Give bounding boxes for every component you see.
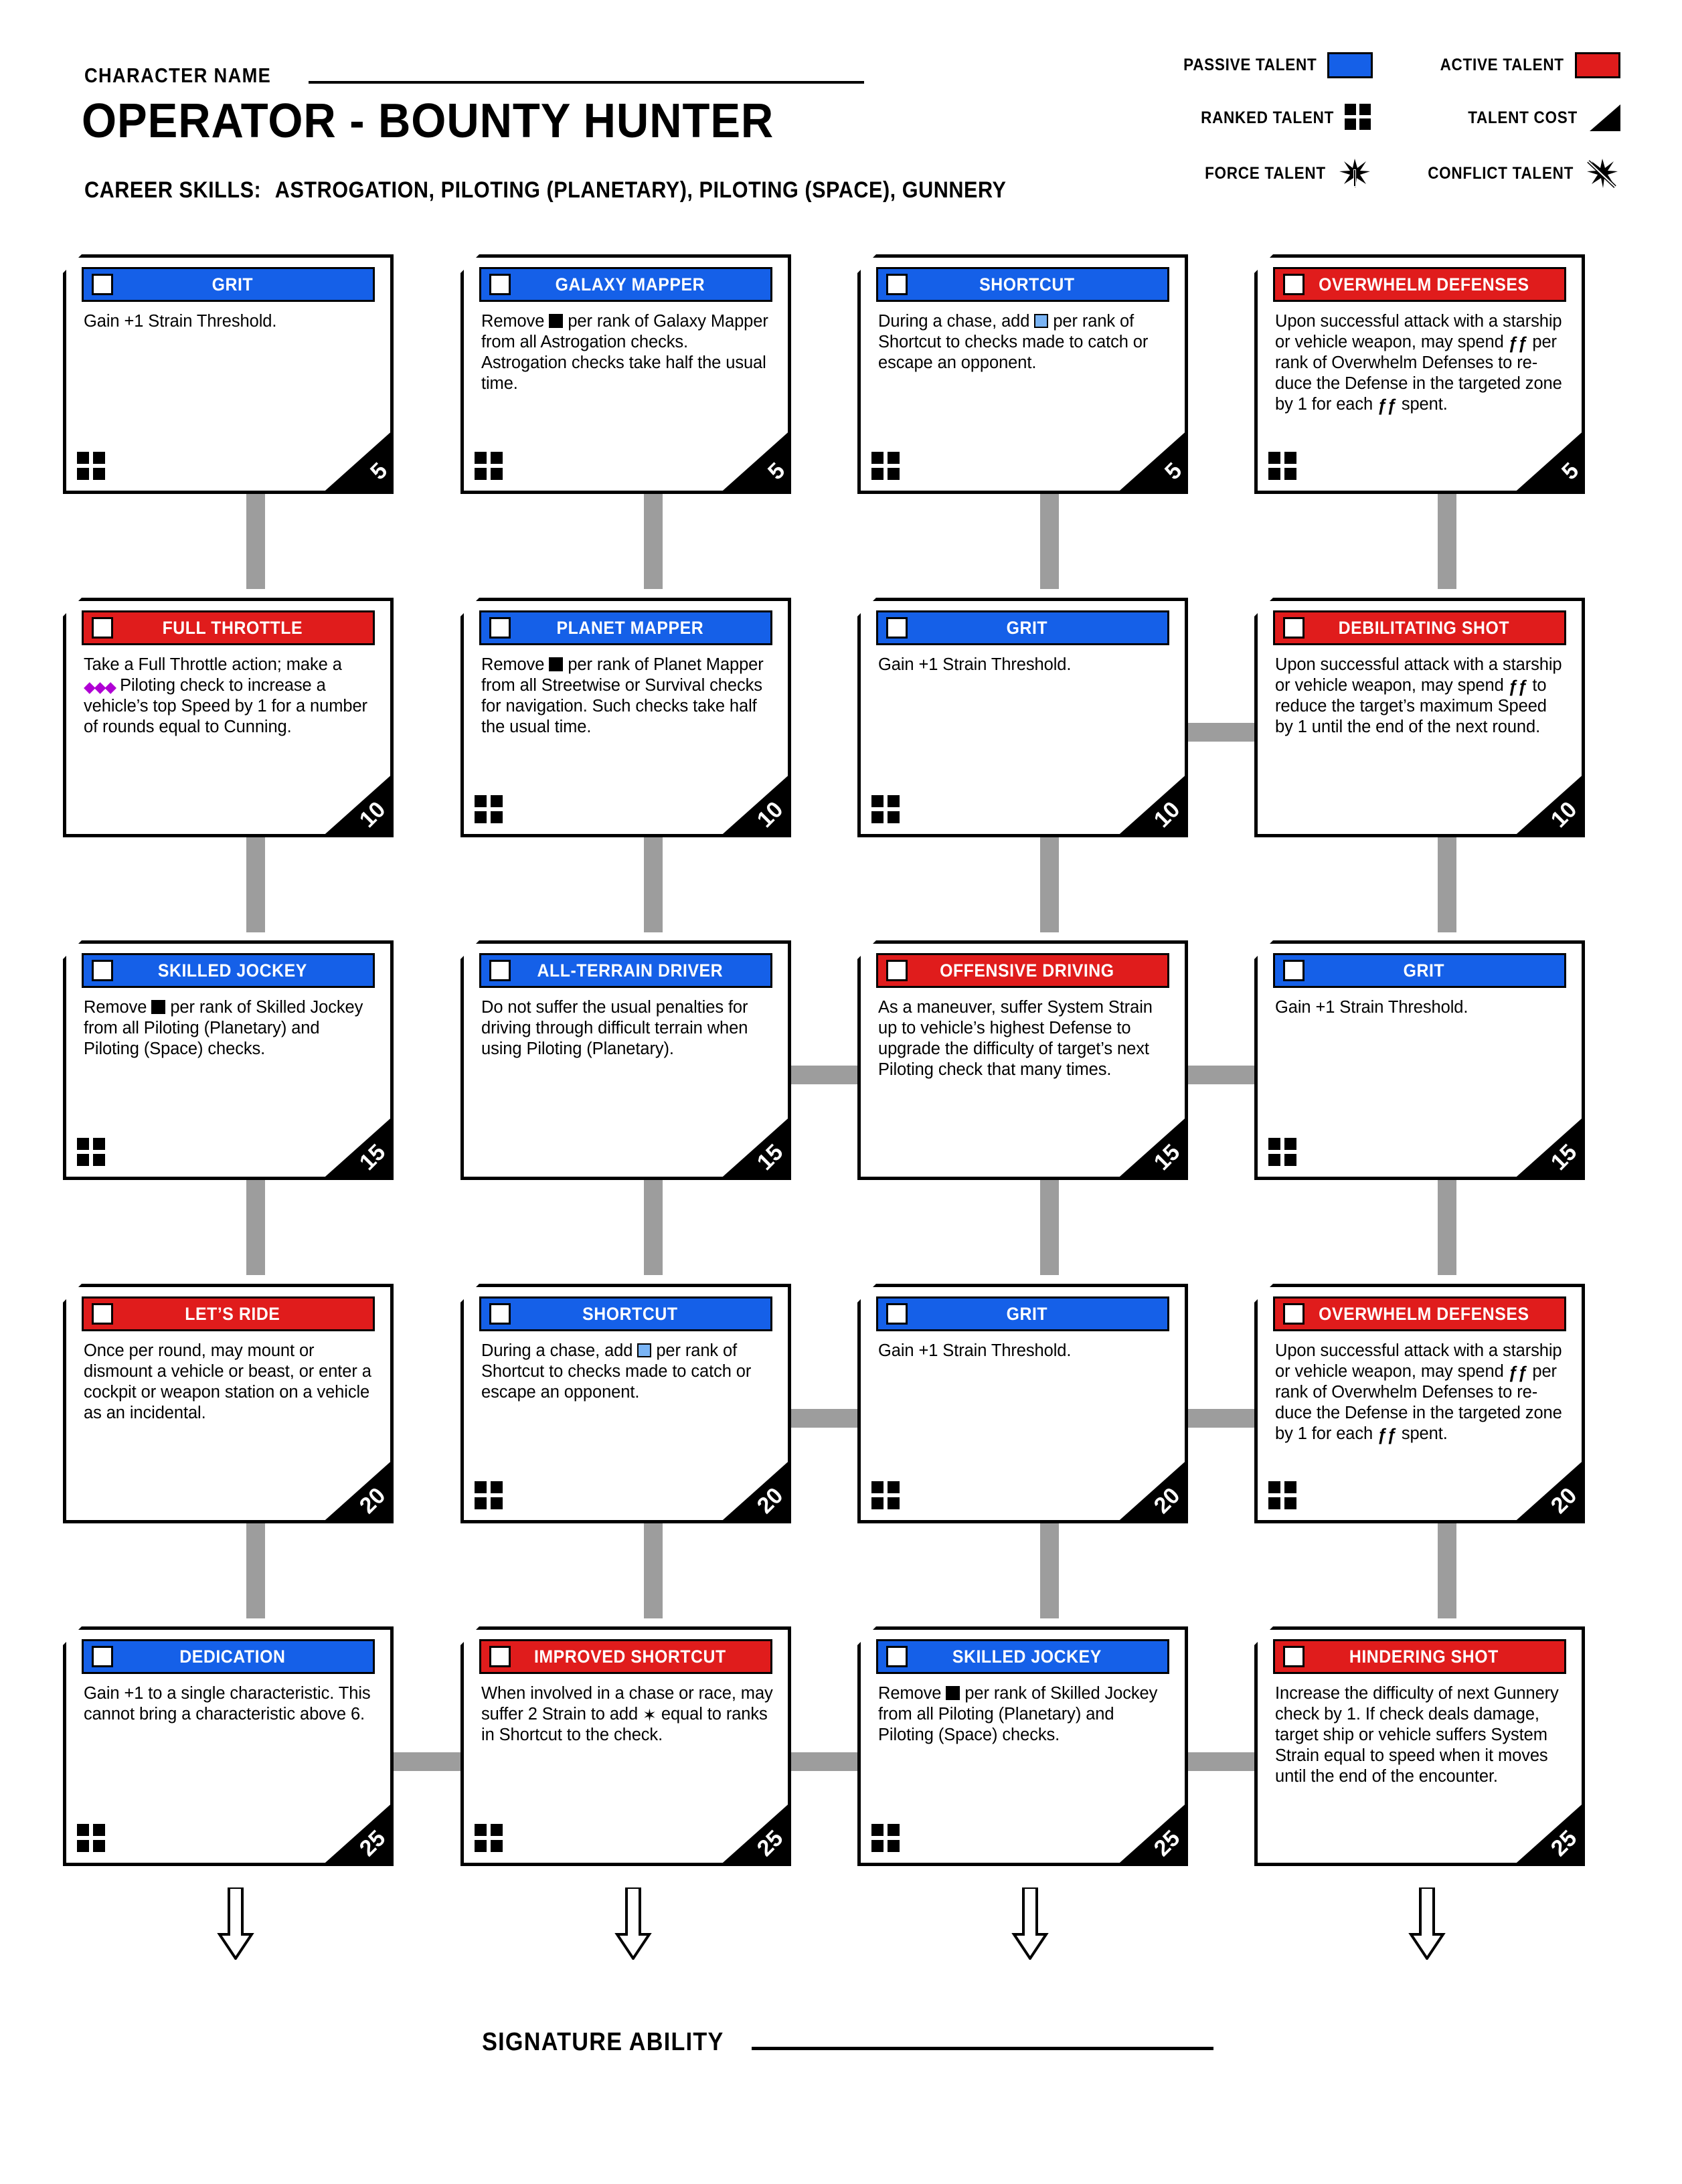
talent-cost-corner-icon — [1588, 104, 1620, 131]
talent-checkbox[interactable] — [92, 617, 113, 639]
talent-name: SHORTCUT — [582, 1303, 678, 1324]
talent-checkbox[interactable] — [1283, 617, 1305, 639]
talent-description: Remove per rank of Planet Mapper from all Streetwise or Survival checks for navigation. Such checks take half the usual time. — [481, 655, 764, 737]
card-inner — [1258, 601, 1582, 834]
talent-name: IMPROVED SHORTCUT — [533, 1646, 726, 1667]
talent-description: Once per round, may mount or dismount a vehicle or beast, or enter a cockpit or weapon station on a vehicle as an incidental. — [84, 1341, 371, 1423]
ranked-squares-icon — [77, 1138, 106, 1167]
talent-checkbox[interactable] — [92, 960, 113, 981]
talent-checkbox[interactable] — [886, 960, 908, 981]
talent-checkbox[interactable] — [886, 1303, 908, 1325]
talent-card-grit-5[interactable] — [63, 254, 394, 494]
connector-vertical — [1438, 492, 1456, 589]
talent-description: Upon successful attack with a starship or vehicle weapon, may spend ƒƒ per rank of Overwhelm Defenses to reduce the Defense in the targeted zone by 1 for each ƒƒ spent. — [1275, 312, 1562, 416]
legend-item-force-talent — [1125, 157, 1373, 189]
connector-vertical — [644, 1178, 663, 1275]
talent-checkbox[interactable] — [886, 274, 908, 295]
ranked-squares-icon — [475, 452, 504, 481]
connector-vertical — [644, 492, 663, 589]
talent-checkbox[interactable] — [1283, 1646, 1305, 1667]
talent-card-improved-shortcut-25[interactable] — [460, 1626, 791, 1866]
setback-die-icon — [549, 657, 563, 671]
card-inner — [1258, 944, 1582, 1177]
talent-card-dedication-25[interactable] — [63, 1626, 394, 1866]
legend-item-active-talent — [1373, 52, 1620, 78]
talent-description: Gain +1 to a single characteristic. This cannot bring a characteristic above 6. — [84, 1684, 371, 1724]
talent-title-bar — [1273, 953, 1566, 988]
force-icon — [1337, 157, 1373, 189]
talent-description: As a maneuver, suffer System Strain up to vehicle’s highest Defense to upgrade the difficulty of target’s next Piloting check that many times. — [878, 998, 1153, 1080]
legend-item-conflict-talent — [1373, 157, 1620, 189]
ranked-squares-icon — [871, 1824, 901, 1853]
card-inner — [1258, 1287, 1582, 1520]
talent-description: Gain +1 Strain Threshold. — [1275, 998, 1468, 1017]
legend-label-force: FORCE TALENT — [1205, 163, 1326, 183]
talent-name: ALL-TERRAIN DRIVER — [537, 960, 724, 981]
talent-checkbox[interactable] — [1283, 960, 1305, 981]
card-inner — [1258, 258, 1582, 491]
talent-cost: 15 — [1149, 1139, 1185, 1175]
talent-description: Do not suffer the usual penalties for driving through difficult terrain when using Piloting (Planetary). — [481, 998, 748, 1059]
talent-description: Take a Full Throttle action; make a ◆◆◆ Piloting check to increase a vehicle’s top Speed by 1 for a number of rounds equal to Cunning. — [84, 655, 367, 737]
ranked-squares-icon — [1268, 1481, 1298, 1511]
talent-name: LET’S RIDE — [185, 1303, 280, 1324]
ranked-squares-icon — [871, 452, 901, 481]
talent-checkbox[interactable] — [92, 1646, 113, 1667]
character-name-field[interactable] — [84, 64, 864, 88]
character-name-label: CHARACTER NAME — [84, 64, 272, 87]
connector-vertical — [1040, 835, 1059, 932]
legend-label-ranked: RANKED TALENT — [1201, 108, 1334, 127]
card-inner — [861, 1287, 1185, 1520]
talent-checkbox[interactable] — [489, 617, 511, 639]
talent-cost: 25 — [1545, 1825, 1582, 1861]
card-inner — [861, 944, 1185, 1177]
talent-card-offensive-driving-15[interactable] — [857, 940, 1188, 1180]
talent-description: Remove per rank of Skilled Jockey from all Piloting (Planetary) and Piloting (Space) checks. — [878, 1684, 1158, 1745]
card-inner — [1258, 1630, 1582, 1863]
ranked-squares-icon — [475, 795, 504, 825]
talent-description: Upon successful attack with a starship or vehicle weapon, may spend ƒƒ to reduce the target’s maximum Speed by 1 until the end of the next round. — [1275, 655, 1562, 737]
legend-label-conflict: CONFLICT TALENT — [1428, 163, 1574, 183]
talent-title-bar — [479, 1639, 772, 1674]
connector-vertical — [246, 835, 265, 932]
card-inner — [66, 1287, 390, 1520]
talent-title-bar — [82, 610, 375, 645]
talent-title-bar — [1273, 610, 1566, 645]
talent-description: Increase the difficulty of next Gunnery check by 1. If check deals damage, target ship or vehicle suffers System Strain equal to speed when it moves until the end of the encounter. — [1275, 1684, 1559, 1786]
signature-arrow-icon — [217, 1887, 254, 1960]
signature-ability-row — [0, 2028, 1682, 2057]
talent-card-grit-20[interactable] — [857, 1284, 1188, 1523]
talent-title-bar — [876, 267, 1169, 302]
talent-description: Remove per rank of Skilled Jockey from all Piloting (Planetary) and Piloting (Space) checks. — [84, 998, 363, 1059]
setback-die-icon — [946, 1686, 960, 1700]
talent-cost: 10 — [1149, 796, 1185, 833]
card-inner — [464, 1630, 788, 1863]
setback-die-icon — [549, 314, 563, 328]
connector-vertical — [644, 835, 663, 932]
ranked-squares-icon — [1268, 1138, 1298, 1167]
talent-name: HINDERING SHOT — [1349, 1646, 1499, 1667]
talent-cost: 25 — [1149, 1825, 1185, 1861]
talent-cost: 10 — [354, 796, 391, 833]
card-inner — [66, 601, 390, 834]
passive-talent-swatch-icon — [1327, 52, 1373, 78]
advantage-icon: ƒƒ — [1508, 1362, 1528, 1383]
talent-description: Gain +1 Strain Threshold. — [878, 1341, 1072, 1360]
connector-vertical — [1040, 1521, 1059, 1618]
talent-checkbox[interactable] — [886, 1646, 908, 1667]
card-inner — [861, 258, 1185, 491]
card-inner — [66, 1630, 390, 1863]
talent-name: GRIT — [1403, 960, 1445, 981]
talent-title-bar — [876, 1639, 1169, 1674]
card-inner — [861, 601, 1185, 834]
talent-title-bar — [82, 1296, 375, 1331]
talent-checkbox[interactable] — [489, 1303, 511, 1325]
talent-card-shortcut-5[interactable] — [857, 254, 1188, 494]
legend-item-talent-cost — [1373, 104, 1620, 132]
advantage-icon: ƒƒ — [1508, 676, 1528, 697]
talent-description: Gain +1 Strain Threshold. — [878, 655, 1072, 674]
connector-vertical — [246, 1521, 265, 1618]
signature-ability-label: SIGNATURE ABILITY — [481, 2028, 724, 2056]
talent-name: SHORTCUT — [979, 274, 1075, 295]
advantage-icon: ƒƒ — [1377, 395, 1397, 416]
talent-name: GRIT — [212, 274, 254, 295]
talent-cost: 20 — [752, 1483, 788, 1519]
talent-title-bar — [1273, 1296, 1566, 1331]
talent-cost: 15 — [1545, 1139, 1582, 1175]
talent-title-bar — [876, 610, 1169, 645]
ranked-squares-icon — [871, 795, 901, 825]
talent-checkbox[interactable] — [489, 274, 511, 295]
talent-card-overwhelm-defenses-5[interactable] — [1254, 254, 1585, 494]
talent-name: GRIT — [1006, 617, 1048, 638]
card-inner — [464, 601, 788, 834]
talent-description: Upon successful attack with a starship or vehicle weapon, may spend ƒƒ per rank of Overwhelm Defenses to reduce the Defense in the targeted zone by 1 for each ƒƒ spent. — [1275, 1341, 1562, 1445]
talent-card-skilled-jockey-15[interactable] — [63, 940, 394, 1180]
ranked-squares-icon — [1268, 452, 1298, 481]
talent-checkbox[interactable] — [1283, 1303, 1305, 1325]
connector-vertical — [1438, 835, 1456, 932]
advantage-icon: ƒƒ — [1508, 333, 1528, 353]
ranked-squares-icon — [475, 1481, 504, 1511]
connector-vertical — [1040, 492, 1059, 589]
connector-vertical — [246, 492, 265, 589]
talent-cost: 10 — [752, 796, 788, 833]
character-name-writeline[interactable] — [309, 81, 864, 84]
boost-die-icon — [637, 1343, 651, 1357]
talent-description: During a chase, add per rank of Shortcut to checks made to catch or escape an opponent. — [481, 1341, 752, 1402]
signature-arrow-icon — [614, 1887, 652, 1960]
talent-cost: 15 — [752, 1139, 788, 1175]
talent-name: GRIT — [1006, 1303, 1048, 1324]
talent-card-all-terrain-driver-15[interactable] — [460, 940, 791, 1180]
legend-label-cost: TALENT COST — [1468, 108, 1578, 127]
page-title: OPERATOR - BOUNTY HUNTER — [82, 94, 774, 148]
signature-ability-writeline[interactable] — [752, 2047, 1213, 2050]
card-inner — [464, 944, 788, 1177]
talent-card-grit-10[interactable] — [857, 598, 1188, 837]
connector-vertical — [1438, 1178, 1456, 1275]
talent-name: PLANET MAPPER — [556, 617, 704, 638]
boost-die-icon — [1034, 314, 1048, 328]
talent-checkbox[interactable] — [489, 1646, 511, 1667]
talent-name: OVERWHELM DEFENSES — [1319, 1303, 1529, 1324]
signature-arrow-icon — [1408, 1887, 1446, 1960]
talent-checkbox[interactable] — [1283, 274, 1305, 295]
talent-description: Remove per rank of Galaxy Mapper from all Astrogation checks. Astrogation checks take half the usual time. — [481, 312, 768, 394]
card-inner — [464, 1287, 788, 1520]
talent-name: GALAXY MAPPER — [555, 274, 705, 295]
talent-title-bar — [82, 953, 375, 988]
talent-title-bar — [479, 267, 772, 302]
ranked-squares-icon — [77, 1824, 106, 1853]
talent-name: FULL THROTTLE — [162, 617, 303, 638]
ranked-squares-icon — [871, 1481, 901, 1511]
talent-card-full-throttle-10[interactable] — [63, 598, 394, 837]
talent-name: OVERWHELM DEFENSES — [1319, 274, 1529, 295]
talent-checkbox[interactable] — [489, 960, 511, 981]
talent-card-hindering-shot-25[interactable] — [1254, 1626, 1585, 1866]
talent-title-bar — [479, 1296, 772, 1331]
card-inner — [861, 1630, 1185, 1863]
talent-title-bar — [1273, 1639, 1566, 1674]
active-talent-swatch-icon — [1575, 52, 1620, 78]
talent-name: DEBILITATING SHOT — [1338, 617, 1510, 638]
legend-label-passive: PASSIVE TALENT — [1183, 56, 1317, 74]
talent-description: Gain +1 Strain Threshold. — [84, 312, 277, 331]
talent-checkbox[interactable] — [92, 274, 113, 295]
talent-name: SKILLED JOCKEY — [157, 960, 307, 981]
talent-cost: 5 — [763, 458, 790, 485]
sheet-header — [0, 0, 1682, 254]
career-skills-value: ASTROGATION, PILOTING (PLANETARY), PILOTING (SPACE), GUNNERY — [274, 177, 1007, 203]
talent-title-bar — [876, 953, 1169, 988]
talent-card-grit-15[interactable] — [1254, 940, 1585, 1180]
difficulty-die-icon: ◆◆◆ — [84, 678, 116, 696]
connector-vertical — [1040, 1178, 1059, 1275]
legend-item-ranked-talent — [1125, 104, 1373, 132]
career-skills-label: CAREER SKILLS: — [84, 177, 262, 203]
legend-item-passive-talent — [1125, 52, 1373, 78]
talent-cost: 25 — [752, 1825, 788, 1861]
talent-card-skilled-jockey-25[interactable] — [857, 1626, 1188, 1866]
legend-label-active: ACTIVE TALENT — [1440, 56, 1564, 74]
talent-checkbox[interactable] — [92, 1303, 113, 1325]
legend — [1125, 52, 1620, 189]
talent-cost: 5 — [1160, 458, 1187, 485]
talent-cost: 10 — [1545, 796, 1582, 833]
conflict-icon — [1584, 157, 1620, 189]
signature-arrow-icon — [1011, 1887, 1049, 1960]
talent-title-bar — [479, 953, 772, 988]
talent-title-bar — [876, 1296, 1169, 1331]
talent-title-bar — [82, 1639, 375, 1674]
talent-card-lets-ride-20[interactable] — [63, 1284, 394, 1523]
talent-checkbox[interactable] — [886, 617, 908, 639]
talent-card-planet-mapper-10[interactable] — [460, 598, 791, 837]
advantage-icon: ƒƒ — [1377, 1424, 1397, 1445]
connector-vertical — [246, 1178, 265, 1275]
talent-description: When involved in a chase or race, may suffer 2 Strain to add ✶ equal to ranks in Shortcut to the check. — [481, 1684, 773, 1745]
triumph-icon: ✶ — [643, 1706, 657, 1726]
talent-title-bar — [479, 610, 772, 645]
talent-title-bar — [82, 267, 375, 302]
connector-vertical — [1438, 1521, 1456, 1618]
talent-cost: 25 — [354, 1825, 391, 1861]
talent-cost: 5 — [365, 458, 393, 485]
talent-name: DEDICATION — [179, 1646, 286, 1667]
talent-name: SKILLED JOCKEY — [952, 1646, 1102, 1667]
talent-cost: 20 — [354, 1483, 391, 1519]
talent-cost: 15 — [354, 1139, 391, 1175]
card-inner — [464, 258, 788, 491]
card-inner — [66, 258, 390, 491]
talent-title-bar — [1273, 267, 1566, 302]
ranked-squares-icon — [1345, 104, 1373, 132]
connector-vertical — [644, 1521, 663, 1618]
ranked-squares-icon — [475, 1824, 504, 1853]
talent-card-galaxy-mapper-5[interactable] — [460, 254, 791, 494]
talent-card-shortcut-20[interactable] — [460, 1284, 791, 1523]
talent-cost: 20 — [1545, 1483, 1582, 1519]
talent-card-debilitating-shot-10[interactable] — [1254, 598, 1585, 837]
career-skills — [84, 177, 1006, 203]
setback-die-icon — [151, 1000, 165, 1014]
talent-name: OFFENSIVE DRIVING — [940, 960, 1114, 981]
ranked-squares-icon — [77, 452, 106, 481]
talent-cost: 5 — [1557, 458, 1584, 485]
card-inner — [66, 944, 390, 1177]
talent-card-overwhelm-defenses-20[interactable] — [1254, 1284, 1585, 1523]
talent-cost: 20 — [1149, 1483, 1185, 1519]
talent-description: During a chase, add per rank of Shortcut to checks made to catch or escape an opponent. — [878, 312, 1149, 373]
